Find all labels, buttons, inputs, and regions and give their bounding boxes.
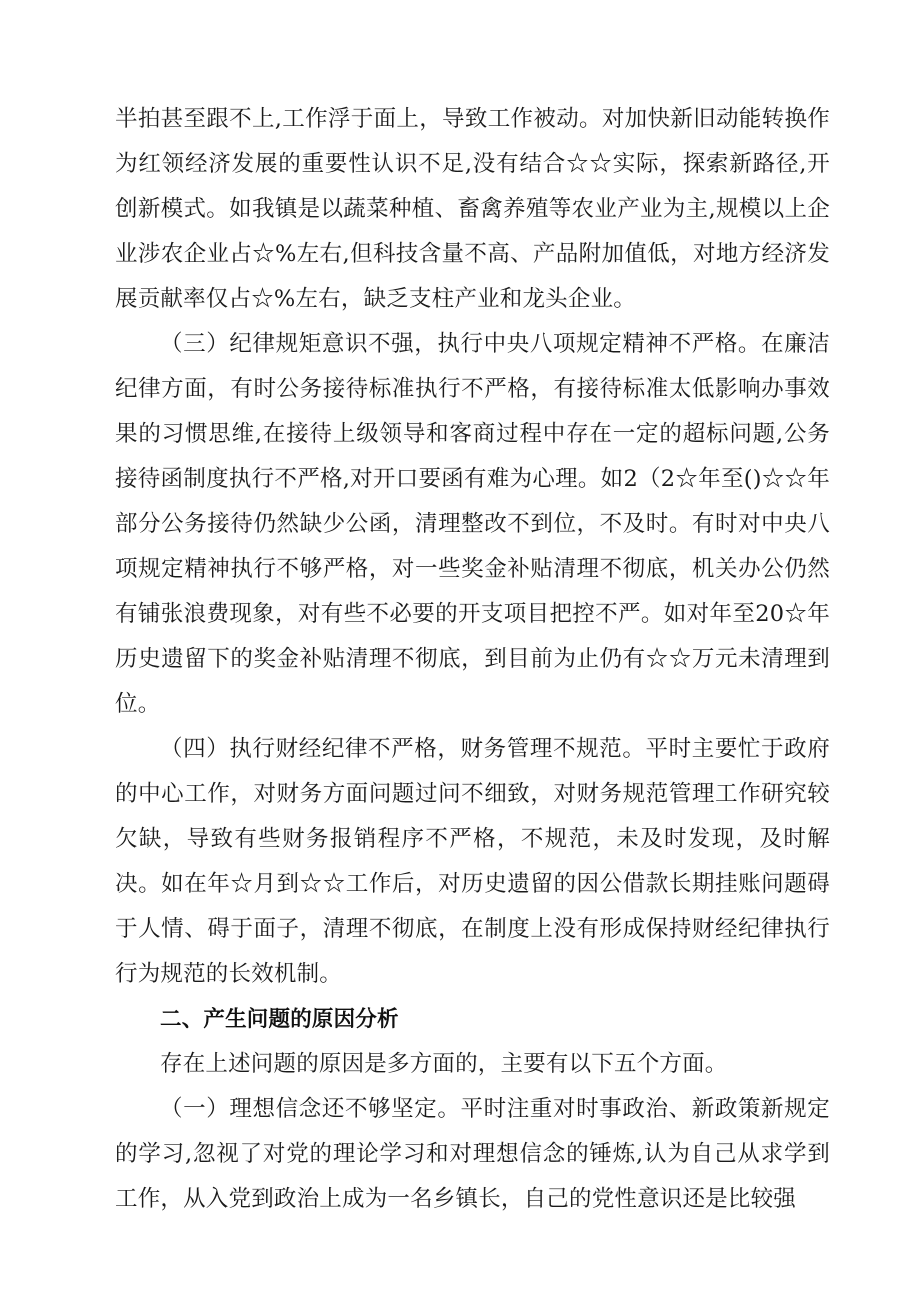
document-body bbox=[115, 97, 830, 1222]
paragraph-causes-intro: 存在上述问题的原因是多方面的，主要有以下五个方面。 bbox=[160, 1051, 728, 1077]
paragraph-discipline: （三）纪律规矩意识不强，执行中央八项规定精神不严格。在廉洁纪律方面，有时公务接待标准执行不严格，有接待标准太低影响办事效果的习惯思维,在接待上级领导和客商过程中存在一定的超标问题,公务接待函制度执行不严格,对开口要函有难为心理。如2（2☆年至()☆☆年部分公务接待仍然缺少公函，清理整改不到位，不及时。有时对中央八项规定精神执行不够严格，对一些奖金补贴清理不彻底，机关办公仍然有铺张浪费现象，对有些不必要的开支项目把控不严。如对年至20☆年历史遗留下的奖金补贴清理不彻底，到目前为止仍有☆☆万元未清理到位。 bbox=[115, 331, 830, 717]
paragraph-continued: 半拍甚至跟不上,工作浮于面上，导致工作被动。对加快新旧动能转换作为红领经济发展的重要性认识不足,没有结合☆☆实际，探索新路径,开创新模式。如我镇是以蔬菜种植、畜禽养殖等农业产业为主,规模以上企业涉农企业占☆%左右,但科技含量不高、产品附加值低，对地方经济发展贡献率仅占☆%左右，缺乏支柱产业和龙头企业。 bbox=[115, 106, 830, 312]
paragraph-finance: （四）执行财经纪律不严格，财务管理不规范。平时主要忙于政府的中心工作，对财务方面问题过问不细致，对财务规范管理工作研究较欠缺，导致有些财务报销程序不严格，不规范，未及时发现，及时解决。如在年☆月到☆☆工作后，对历史遗留的因公借款长期挂账问题碍于人情、碍于面子，清理不彻底，在制度上没有形成保持财经纪律执行行为规范的长效机制。 bbox=[115, 736, 830, 987]
section-heading: 二、产生问题的原因分析 bbox=[160, 1007, 399, 1032]
paragraph-ideals: （一）理想信念还不够坚定。平时注重对时事政治、新政策新规定的学习,忽视了对党的理论学习和对理想信念的锤炼,认为自己从求学到工作，从入党到政治上成为一名乡镇长，自己的党性意识还是比较强 bbox=[115, 1096, 830, 1212]
